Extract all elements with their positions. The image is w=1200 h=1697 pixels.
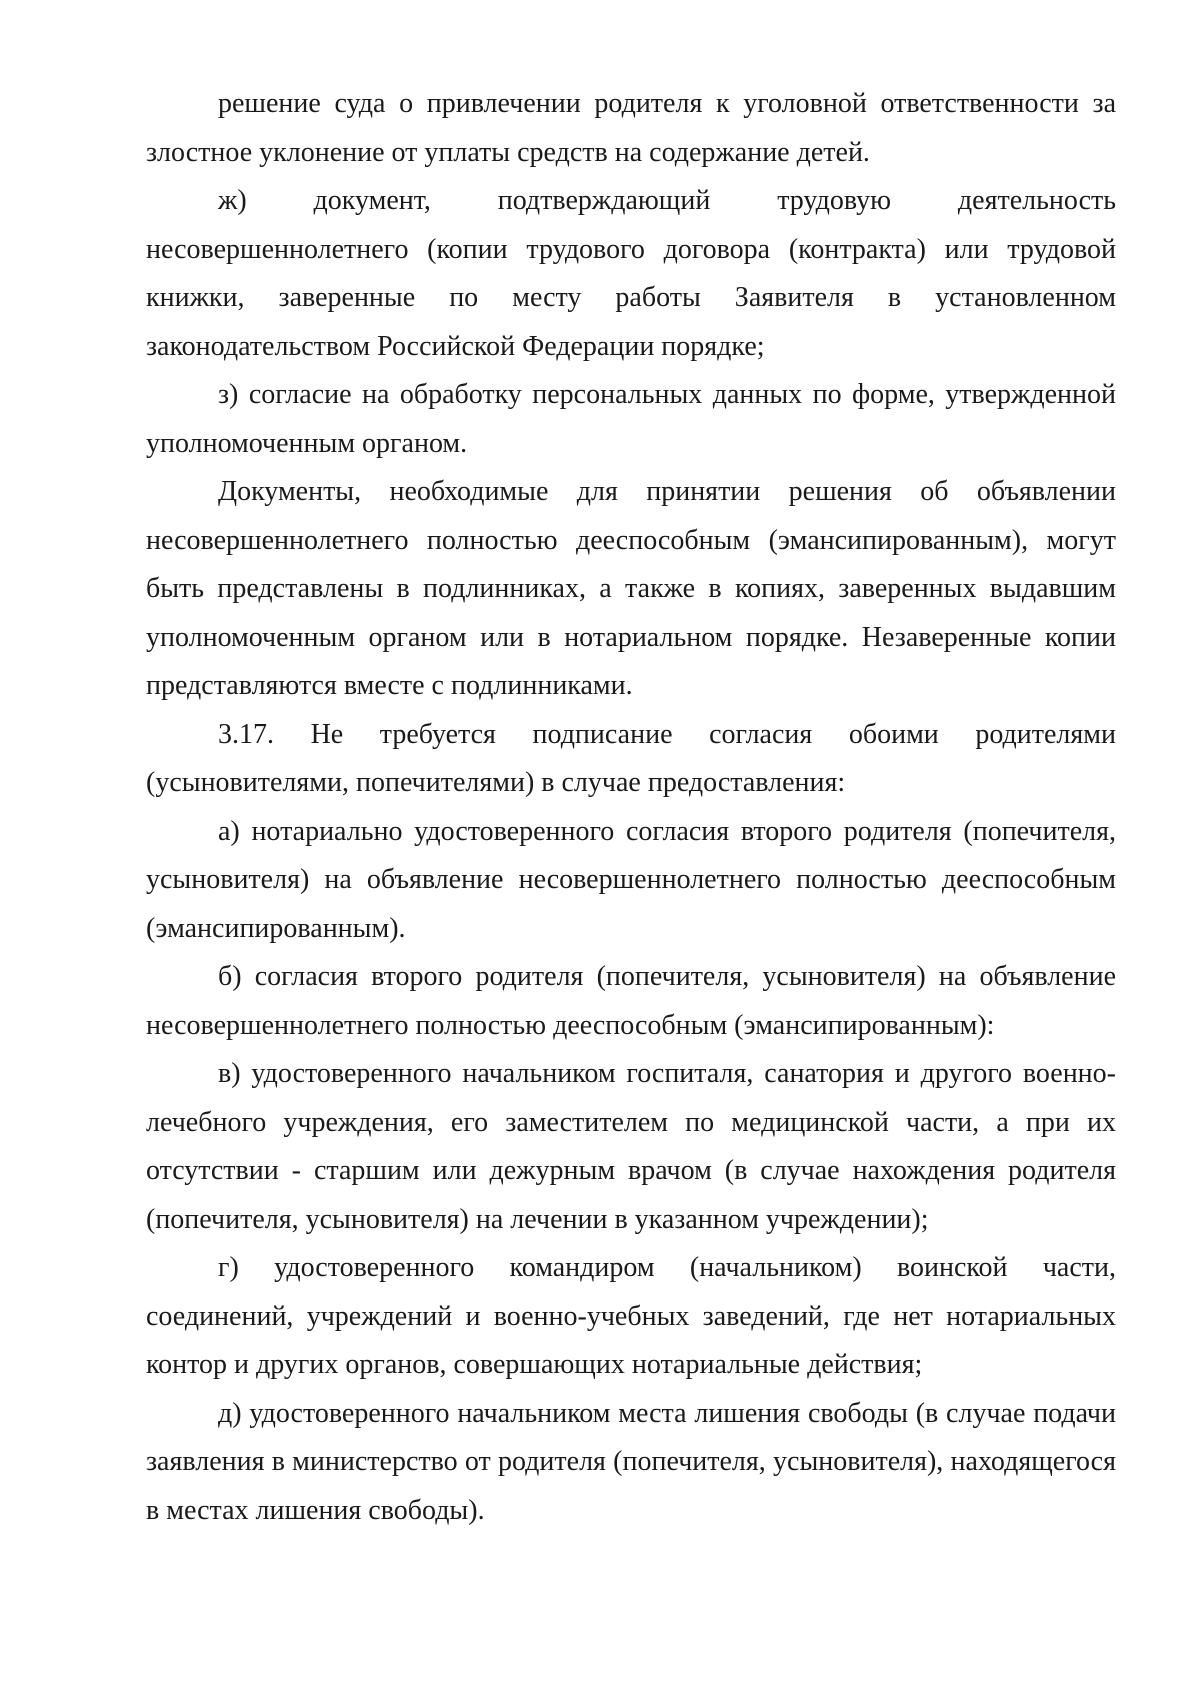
paragraph-item-z: з) согласие на обработку персональных данных по форме, утвержденной уполномоченным органом.	[146, 379, 1116, 459]
paragraph-court-decision: решение суда о привлечении родителя к уголовной ответственности за злостное уклонение от уплаты средств на содержание детей.	[146, 88, 1116, 168]
paragraph-item-g: г) удостоверенного командиром (начальником) воинской части, соединений, учреждений и военно-учебных заведений, где нет нотариальных контор и других органов, совершающих нотариальные действия;	[146, 1252, 1116, 1380]
document-page	[146, 80, 1116, 1535]
paragraph-item-zh: ж) документ, подтверждающий трудовую деятельность несовершеннолетнего (копии трудового договора (контракта) или трудовой книжки, заверенные по месту работы Заявителя в установленном законодательством Российской Федерации порядке;	[146, 185, 1116, 362]
paragraph-documents: Документы, необходимые для принятии решения об объявлении несовершеннолетнего полностью дееспособным (эмансипированным), могут быть представлены в подлинниках, а также в копиях, заверенных выдавшим уполномоченным органом или в нотариальном порядке. Незаверенные копии представляются вместе с подлинниками.	[146, 476, 1116, 701]
paragraph-item-b: б) согласия второго родителя (попечителя, усыновителя) на объявление несовершеннолетнего полностью дееспособным (эмансипированным):	[146, 961, 1116, 1041]
paragraph-item-a: а) нотариально удостоверенного согласия второго родителя (попечителя, усыновителя) на объявление несовершеннолетнего полностью дееспособным (эмансипированным).	[146, 815, 1116, 944]
paragraph-item-d: д) удостоверенного начальником места лишения свободы (в случае подачи заявления в министерство от родителя (попечителя, усыновителя), находящегося в местах лишения свободы).	[146, 1397, 1116, 1526]
paragraph-item-v: в) удостоверенного начальником госпиталя, санатория и другого военно-лечебного учреждения, его заместителем по медицинской части, а при их отсутствии - старшим или дежурным врачом (в случае нахождения родителя (попечителя, усыновителя) на лечении в указанном учреждении);	[146, 1058, 1116, 1235]
paragraph-section-3-17: 3.17. Не требуется подписание согласия обоими родителями (усыновителями, попечителями) в случае предоставления:	[146, 718, 1116, 798]
